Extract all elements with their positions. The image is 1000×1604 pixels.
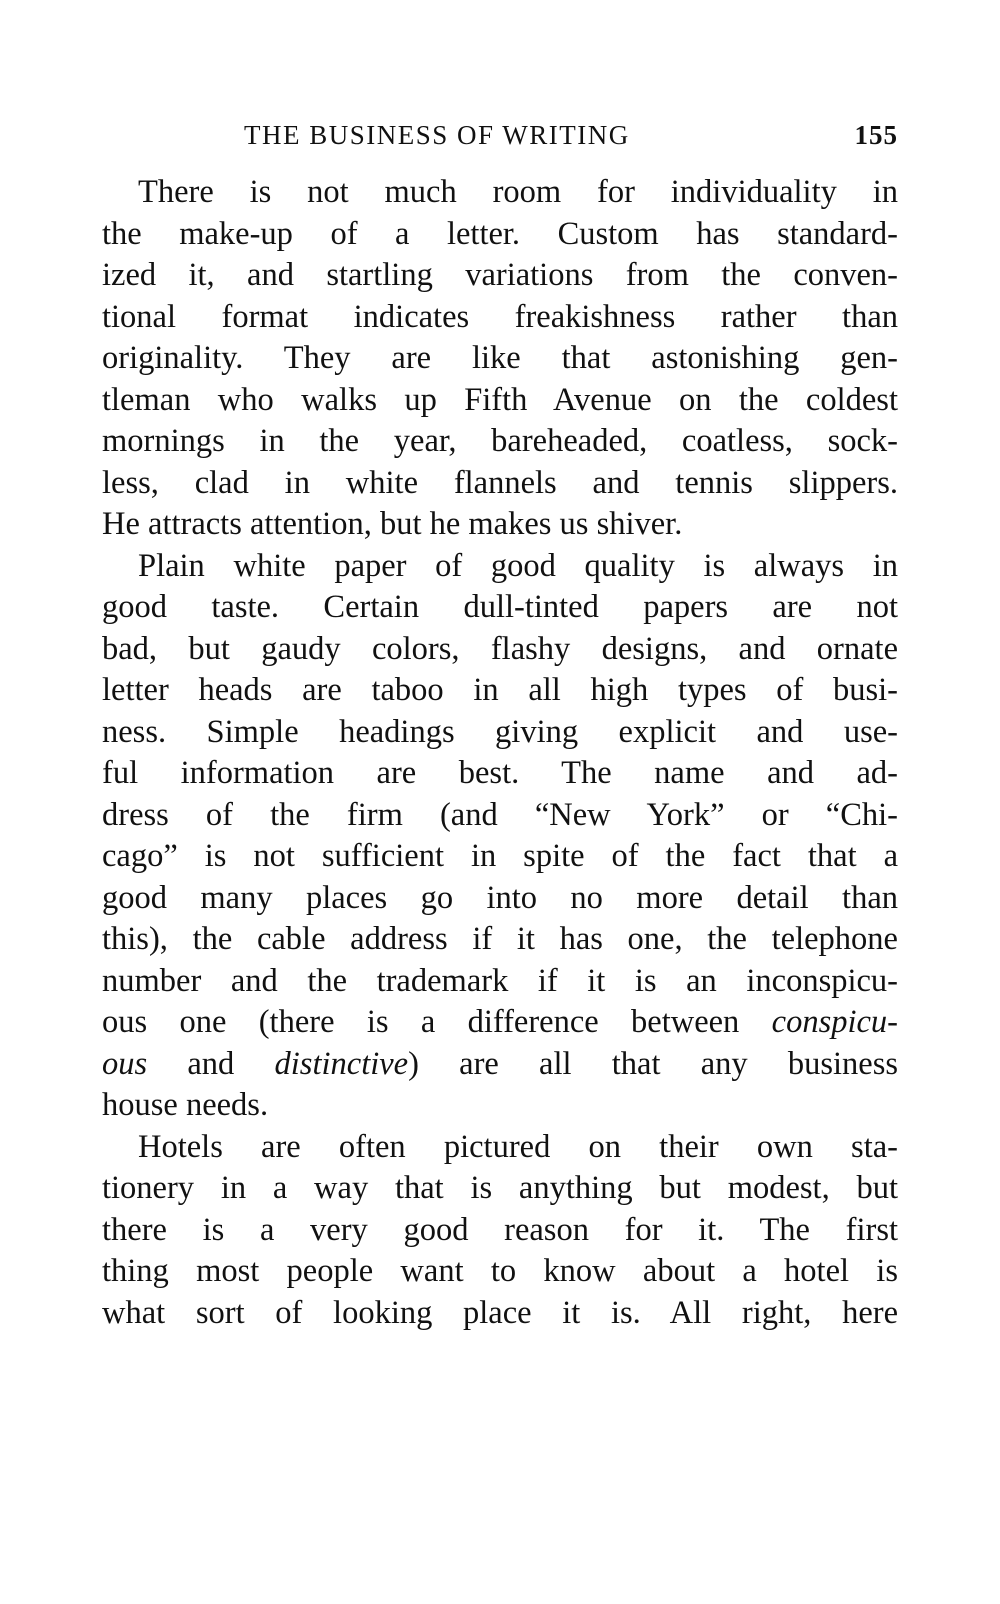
text-line: originality. They are like that astonishing gen- [102,340,898,376]
text-line: number and the trademark if it is an inconspicu- [102,962,898,999]
text-line: letter heads are taboo in all high types of busi- [102,672,898,708]
running-head [102,120,898,154]
page-number: 155 [854,120,898,150]
running-title: THE BUSINESS OF WRITING [244,120,630,150]
text-line: dress of the firm (and “New York” or “Chi- [102,796,898,833]
text-run: ous one (there is a difference between [102,1004,772,1040]
text-line-with-italics [102,1044,898,1086]
paragraph-1 [102,172,898,546]
text-line: bad, but gaudy colors, flashy designs, and ornate [102,630,898,667]
text-line: good many places go into no more detail than [102,879,898,916]
text-line: He attracts attention, but he makes us shiver. [102,506,683,542]
text-line: thing most people want to know about a hotel is [102,1253,898,1289]
text-line: ness. Simple headings giving explicit and use- [102,713,898,750]
text-line: good taste. Certain dull-tinted papers are not [102,589,898,625]
text-line: ful information are best. The name and ad- [102,755,898,791]
text-line: tional format indicates freakishness rather than [102,298,898,335]
text-line: Hotels are often pictured on their own sta- [138,1128,898,1165]
italic-text-run: ous [102,1045,148,1082]
text-line: tionery in a way that is anything but modest, but [102,1170,898,1206]
text-line-with-italics [102,1002,898,1044]
paragraph-3 [102,1127,898,1335]
text-line: this), the cable address if it has one, the telephone [102,921,898,957]
paragraph-2 [102,546,898,1127]
italic-text-run: distinctive [274,1045,409,1082]
italic-text-run: conspicu- [771,1004,898,1040]
text-line: mornings in the year, bareheaded, coatless, sock- [102,423,898,459]
text-line: what sort of looking place it is. All right, here [102,1294,898,1331]
text-line: house needs. [102,1087,269,1123]
text-run: and [147,1045,275,1082]
text-line: tleman who walks up Fifth Avenue on the coldest [102,381,898,418]
text-line: the make-up of a letter. Custom has standard- [102,215,898,252]
text-line: Plain white paper of good quality is always in [138,547,898,584]
text-line: ized it, and startling variations from the conven- [102,257,898,293]
text-line: There is not much room for individuality in [138,174,898,210]
text-run: ) are all that any business [408,1045,898,1082]
body-text [102,172,898,1334]
text-line: less, clad in white flannels and tennis slippers. [102,464,898,501]
text-line: there is a very good reason for it. The first [102,1211,898,1248]
text-line: cago” is not sufficient in spite of the fact that a [102,838,898,874]
